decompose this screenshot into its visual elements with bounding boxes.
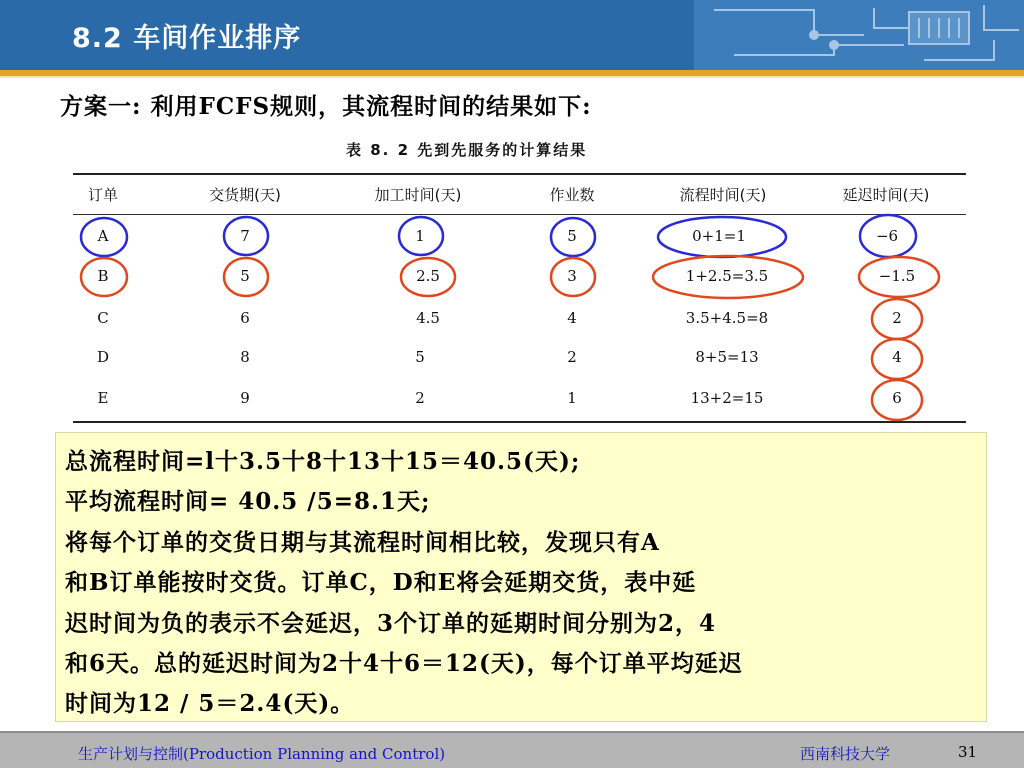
cell-due-date: 6 — [240, 309, 250, 327]
header-job-count: 作业数 — [549, 186, 595, 204]
cell-job-count: 2 — [567, 348, 577, 366]
cell-delay-time: 6 — [892, 389, 902, 407]
cell-process-time: 4.5 — [416, 309, 440, 327]
cell-due-date: 9 — [240, 389, 250, 407]
cell-job-count: 4 — [567, 309, 577, 327]
cell-job-count: 3 — [567, 267, 577, 285]
table-header-rule — [73, 214, 966, 215]
summary-line: 将每个订单的交货日期与其流程时间相比较，发现只有A — [65, 529, 660, 556]
cell-job-count: 5 — [567, 227, 577, 245]
header-order: 订单 — [87, 186, 119, 204]
summary-line: 迟时间为负的表示不会延迟，3个订单的延期时间分别为2，4 — [65, 610, 717, 637]
cell-delay-time: 2 — [892, 309, 902, 327]
header-due-date: 交货期(天) — [209, 186, 281, 204]
page-title: 8.2 车间作业排序 — [72, 23, 302, 54]
cell-order: A — [97, 227, 109, 245]
header-flow-time: 流程时间(天) — [679, 186, 767, 204]
course-name: 生产计划与控制(Production Planning and Control) — [78, 745, 446, 763]
cell-delay-time: 4 — [892, 348, 902, 366]
summary-line: 时间为12 / 5＝2.4(天)。 — [65, 690, 355, 717]
cell-flow-time: 0+1=1 — [692, 227, 746, 245]
cell-flow-time: 8+5=13 — [695, 348, 759, 366]
intro-text: 方案一: 利用FCFS规则，其流程时间的结果如下: — [60, 93, 592, 120]
cell-flow-time: 13+2=15 — [690, 389, 764, 407]
cell-order: D — [96, 348, 110, 366]
header-process-time: 加工时间(天) — [374, 186, 462, 204]
cell-due-date: 7 — [240, 227, 250, 245]
header-accent-line-light — [0, 76, 1024, 78]
cell-job-count: 1 — [567, 389, 577, 407]
cell-order: C — [97, 309, 109, 327]
cell-order: E — [97, 389, 109, 407]
cell-order: B — [97, 267, 109, 285]
summary-line: 和6天。总的延迟时间为2十4十6＝12(天)，每个订单平均延迟 — [65, 650, 743, 677]
table-top-rule — [73, 173, 966, 175]
cell-delay-time: −1.5 — [878, 267, 916, 285]
cell-due-date: 5 — [240, 267, 250, 285]
table-bottom-rule — [73, 421, 966, 423]
university-name: 西南科技大学 — [800, 745, 891, 763]
cell-process-time: 1 — [415, 227, 425, 245]
circuit-decoration — [694, 0, 1024, 70]
summary-line: 总流程时间=l十3.5十8十13十15＝40.5(天); — [65, 448, 581, 475]
summary-box — [55, 432, 987, 722]
page-number: 31 — [958, 743, 978, 761]
summary-line: 平均流程时间= 40.5 /5=8.1天; — [65, 488, 431, 515]
cell-due-date: 8 — [240, 348, 250, 366]
cell-flow-time: 3.5+4.5=8 — [685, 309, 769, 327]
table-caption: 表 8. 2 先到先服务的计算结果 — [346, 141, 588, 159]
cell-process-time: 2 — [415, 389, 425, 407]
cell-process-time: 5 — [415, 348, 425, 366]
header-bar — [0, 0, 1024, 70]
summary-line: 和B订单能按时交货。订单C，D和E将会延期交货，表中延 — [65, 569, 697, 596]
cell-flow-time: 1+2.5=3.5 — [685, 267, 769, 285]
cell-delay-time: −6 — [875, 227, 899, 245]
header-delay-time: 延迟时间(天) — [842, 186, 930, 204]
cell-process-time: 2.5 — [416, 267, 440, 285]
